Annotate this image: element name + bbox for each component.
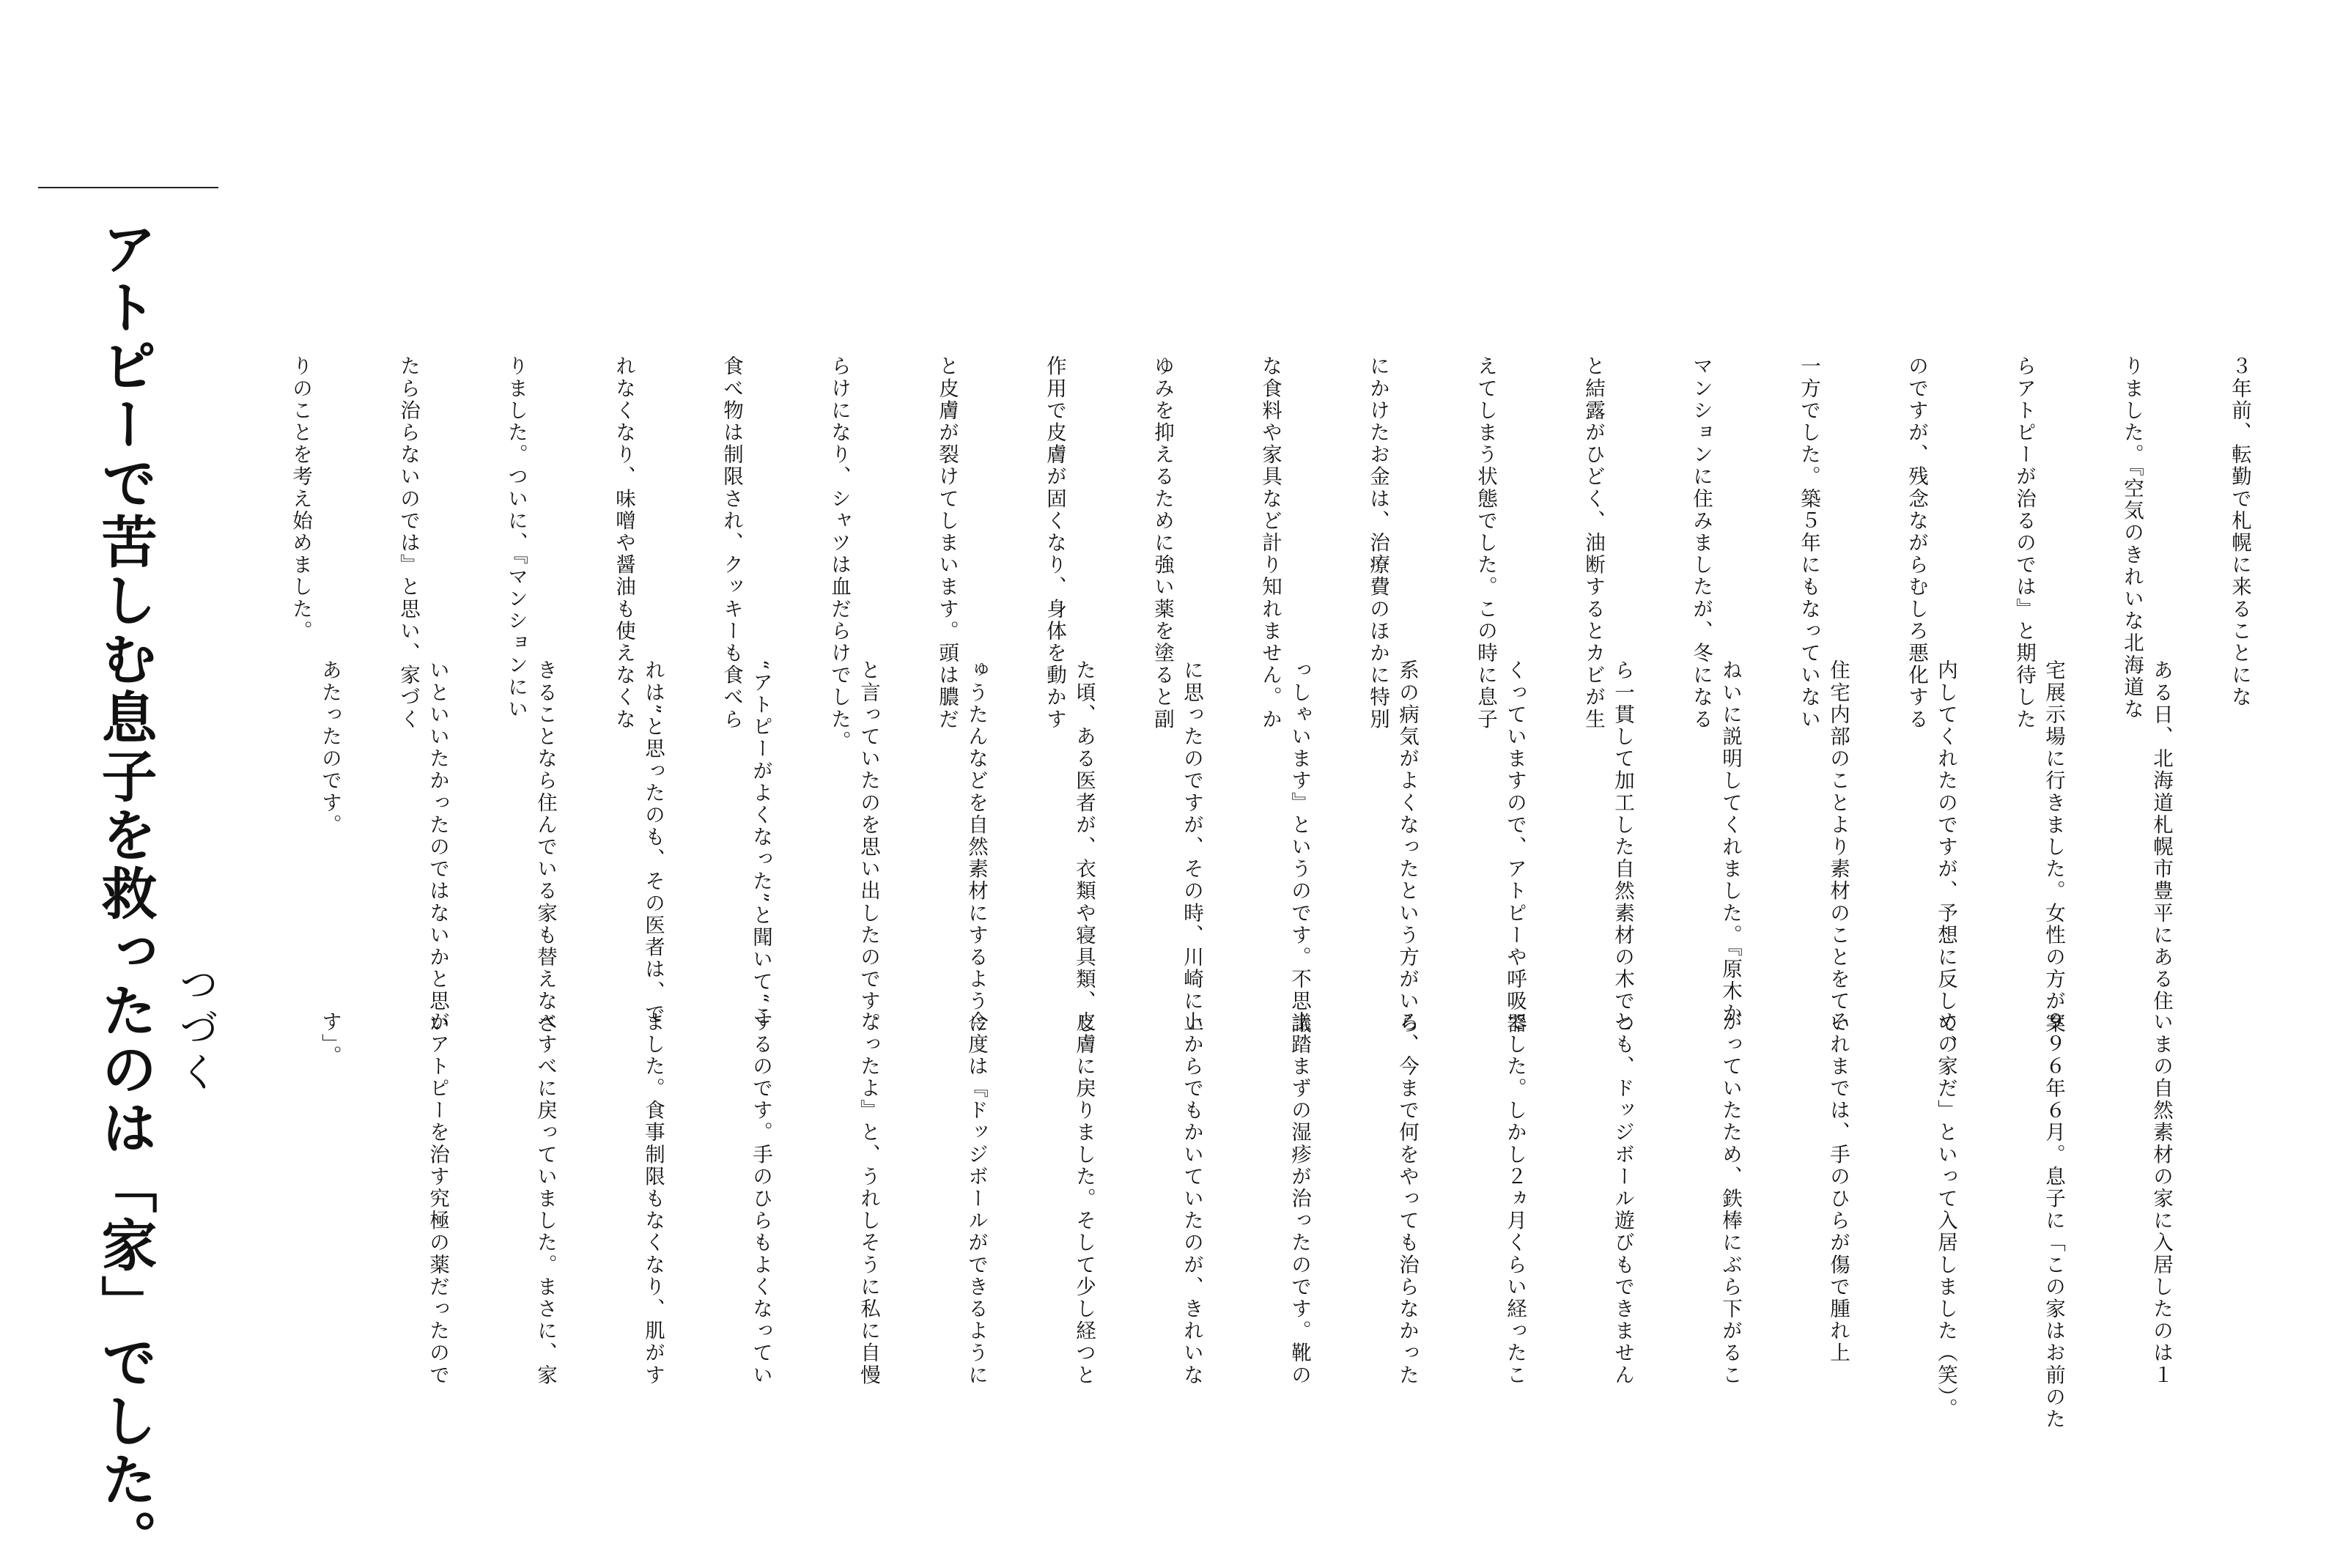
block2-line-13: と言っていたのを思い出したのです。 <box>857 659 880 1035</box>
block1-line-15: 食べ物は制限され、クッキーも食べら <box>720 355 743 731</box>
block1-line-10: な食料や家具など計り知れません。か <box>1258 355 1282 731</box>
block3-line-17: がアトピーを治す究極の薬だったので <box>426 1011 449 1386</box>
article-title: アトピーで苦しむ息子を救ったのは「家」でした。 <box>92 220 158 1568</box>
block3-line-15: ました。食事制限もなくなり、肌がす <box>641 1011 665 1386</box>
body-block-3 <box>276 1011 2251 1430</box>
block3-line-4: それまでは、手のひらが傷で腫れ上 <box>1826 1011 1850 1364</box>
block3-line-11: 皮膚に戻りました。そして少し経つと <box>1072 1011 1096 1386</box>
block1-line-11: ゆみを抑えるために強い薬を塗ると副 <box>1151 355 1174 731</box>
block3-line-8: ろ、今まで何をやっても治らなかった <box>1395 1011 1419 1386</box>
block2-line-7: くっていますので、アトピーや呼吸器 <box>1503 659 1527 1035</box>
block2-line-14: “アトピーがよくなった”と聞いて“こ <box>749 659 772 1027</box>
block1-line-2: りました。『空気のきれいな北海道な <box>2120 355 2144 720</box>
block2-line-5: ねいに説明してくれました。『原木か <box>1719 659 1742 1024</box>
block1-line-13: と皮膚が裂けてしまいます。頭は膿だ <box>935 355 959 731</box>
block1-line-12: 作用で皮膚が固くなり、身体を動かす <box>1043 355 1066 731</box>
block2-line-15: れは”と思ったのも、その医者は、で <box>641 659 665 1025</box>
block3-line-5: がっていたため、鉄棒にぶら下がるこ <box>1719 1011 1742 1386</box>
block2-line-8: 系の病気がよくなったという方がいら <box>1395 659 1419 1035</box>
block1-line-7: と結露がひどく、油断するとカビが生 <box>1581 355 1605 731</box>
block3-line-14: するのです。手のひらもよくなってい <box>749 1011 772 1386</box>
block1-line-9: にかけたお金は、治療費のほかに特別 <box>1366 355 1389 731</box>
block3-line-16: べすべに戻っていました。まさに、家 <box>534 1011 557 1386</box>
block1-line-19: りのことを考え始めました。 <box>289 355 312 643</box>
block2-line-17: いといいたかったのではないかと思い <box>426 659 449 1035</box>
block1-line-16: れなくなり、味噌や醤油も使えなくな <box>612 355 635 731</box>
block1-line-8: えてしまう状態でした。この時に息子 <box>1474 355 1497 731</box>
block2-line-4: 住宅内部のことより素材のことをてい <box>1826 659 1850 1035</box>
block2-line-6: ら一貫して加工した自然素材の木でつ <box>1611 659 1634 1035</box>
block3-line-12: 今度は『ドッジボールができるように <box>964 1011 988 1386</box>
block1-line-18: たら治らないのでは』と思い、家づく <box>396 355 420 731</box>
block3-line-7: でした。しかし２ヵ月くらい経ったこ <box>1503 1011 1527 1386</box>
block1-line-17: りました。ついに、『マンションにい <box>504 355 528 720</box>
block1-line-5: 一方でした。築５年にもなっていない <box>1797 355 1820 731</box>
body-block-2 <box>276 659 2251 1057</box>
block2-line-3: 内してくれたのですが、予想に反して、 <box>1934 659 1957 1057</box>
block2-line-2: 宅展示場に行きました。女性の方が案 <box>2042 659 2065 1035</box>
block3-line-10: 上からでもかいていたのが、きれいな <box>1180 1011 1203 1386</box>
block1-line-6: マンションに住みましたが、冬になる <box>1689 355 1713 731</box>
block3-line-6: とも、ドッジボール遊びもできません <box>1611 1011 1634 1386</box>
block2-line-10: に思ったのですが、その時、川崎にい <box>1180 659 1203 1035</box>
block3-line-13: なったよ』と、うれしそうに私に自慢 <box>857 1011 880 1386</box>
block2-line-18: あたったのです。 <box>318 659 342 836</box>
block3-line-2: ９９６年６月。息子に「この家はお前のた <box>2042 1011 2065 1430</box>
block2-line-12: ゅうたんなどを自然素材にするように <box>964 659 988 1035</box>
block1-line-3: らアトピーが治るのでは』と期待した <box>2012 355 2036 731</box>
block1-line-1: ３年前、転勤で札幌に来ることにな <box>2228 355 2251 709</box>
continued-label: つづく <box>173 964 219 1095</box>
block3-line-18: す」。 <box>318 1011 342 1068</box>
block3-line-3: めの家だ」といって入居しました（笑）。 <box>1934 1011 1957 1421</box>
block1-line-4: のですが、残念ながらむしろ悪化する <box>1905 355 1928 731</box>
block3-line-1: いまの自然素材の家に入居したのは１ <box>2149 1011 2173 1386</box>
block2-line-1: ある日、北海道札幌市豊平にある住 <box>2149 659 2173 1013</box>
block2-line-9: っしゃいます』というのです。不思議 <box>1288 659 1311 1035</box>
block2-line-11: た頃、ある医者が、衣類や寝具類、じ <box>1072 659 1096 1035</box>
block3-line-9: 土踏まずの湿疹が治ったのです。靴の <box>1288 1011 1311 1386</box>
top-rule <box>38 187 218 188</box>
block2-line-16: きることなら住んでいる家も替えなさ <box>534 659 557 1035</box>
block1-line-14: らけになり、シャツは血だらけでした。 <box>827 355 851 752</box>
